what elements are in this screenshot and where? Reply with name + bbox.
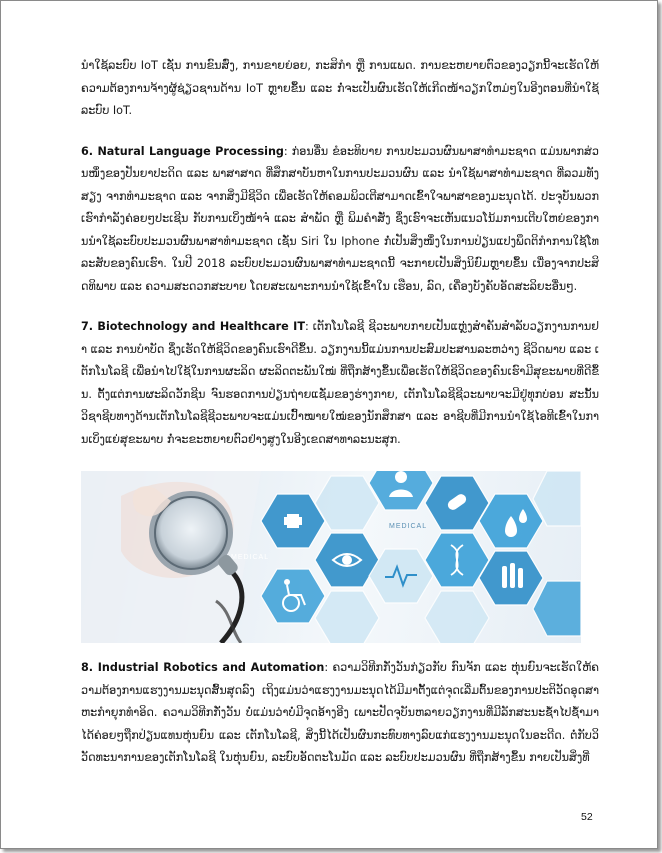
paragraph-biotech	[81, 316, 599, 451]
paragraph-gap	[81, 298, 599, 316]
paragraph-iot-continuation: ນຳໃຊ້ລະບົບ IoT ເຊັ່ນ ການຂົນສົ່ງ, ການຂາຍຍ່ອຍ, ກະສິກຳ ຫຼື ການແພດ. ການຂະຫຍາຍຕົວຂອງວຽກນີ້ຈະເຮັດໃຫ້ຄວາມຕ້ອງການຈ້າງຜູ້ຊ່ຽວຊານດ້ານ IoT ຫຼາຍຂຶ້ນ ແລະ ກໍ່ຈະເປັນຜົນເຮັດໃຫ້ເກີດໜ້າວຽກໃຫມ່ໆໃນອີງຕອນທີ່ນຳໃຊ້ລະບົບ IoT.	[81, 59, 599, 117]
hex-4	[425, 591, 489, 643]
medical-label-top: MEDICAL	[389, 523, 428, 530]
section-body-biotech: : ເຕັກໂນໂລຊີ ຊີວະພາບກາຍເປັນແຫຼ່ງສຳຄັນສຳລັບວຽກງານການຢາ ແລະ ການບຳບັດ ຊຶ່ງເຮັດໃຫ້ຊີວິດຂອງຄົນເຮົາດີຂຶ້ນ. ວຽກງານນີ້ແມ່ນການປະສົມປະສານລະຫວ່າງ ຊີວິດພາບ ແລະ ເຕັກໂນໂລຊີ ເພື່ອນຳໄປໃຊ້ໃນການຜະລິດ ຜະລິດຕະພັນໃໝ່ ທີ່ຖືກສ້າງຂຶ້ນເພື່ອເຮັດໃຫ້ຊີວິດຂອງຄົນເຮົາມີສຸຂະພາບທີ່ດີຂຶ້ນ. ຕັ້ງແຕ່ການຜະລິດວັກຊີນ ຈົນຮອດການປ່ຽນຖ່າຍແຊັ່ມຂອງຮ່າງກາຍ, ເຕັກໂນໂລຊີຊີວະພາບຈະມີຢູ່ທຸກບ່ອນ ສະນັ້ນ ວິຊາຊີບທາງດ້ານເຕັກໂນໂລຊີຊີວະພາບຈະແມ່ນເປົ້າໝາຍໃໝ່ຂອງນັກສຶກສາ ແລະ ອາຊີບທີ່ມີການນຳໃຊ້ໄອທີເຂົ້າໃນການເບິ່ງແຍ່ສຸຂະພາບ ກໍ່ຈະຂະຫຍາຍຕົວຢ່າງສູງໃນອີງເຂດສາທາລະນະສຸກ.	[81, 320, 599, 446]
healthcare-illustration	[81, 471, 581, 643]
paragraph-gap	[81, 123, 599, 141]
hex-3	[315, 591, 379, 643]
hexagon-grid	[261, 471, 581, 643]
hex-5	[533, 581, 581, 636]
section-title-robotics: 8. Industrial Robotics and Automation	[81, 661, 325, 674]
section-body-nlp: : ກ່ອນອື່ນ ຂໍອະທິບາຍ ການປະມວນຜົນພາສາທຳມະຊາດ ແມ່ນພາກສ່ວນໜຶ່ງຂອງປັນຍາປະດິດ ແລະ ພາສາສາດ ທີ່ສຶກສາບັນຫາໃນການປະມວນຜົນ ແລະ ນຳໃຊ້ພາສາທຳມະຊາດ ທີ່ລວມທັງສຽງ ຈາກທຳມະຊາດ ແລະ ຈາກສິ່ງມີຊີວິດ ເພື່ອເຮັດໃຫ້ຄອມພິວເຕີສາມາດເຂົ້າໃຈພາສາຂອງມະນຸດໄດ້. ປະຈຸບັນພວກເຮົາກຳລັງຄ່ອຍໆປະເຊີນ ກັບການເບິ່ງໜ້າຈໍ ແລະ ສຳພັດ ຫຼື ພິມຄຳສັ່ງ ຊຶ່ງເຮົາຈະເຫັນແນວໂນ້ມການເຕີບໃຫຍ່ຂອງການນຳໃຊ້ລະບົບປະມວນຜົນພາສາທຳມະຊາດ ເຊັ່ນ Siri ໃນ Iphone ກໍ່ເປັນສິ່ງໜຶ່ງໃນການປ່ຽນແປງພຶດຕິກຳການໃຊ້ໂທລະສັບຂອງຄົນເຮົາ. ໃນປີ 2018 ລະບົບປະມວນຜົນພາສາທຳມະຊາດນີ້ ຈະກາຍເປັນສິ່ງນິຍົມຫຼາຍຂຶ້ນ ເນື່ອງຈາກປະສິດທິພາບ ແລະ ຄວາມສະດວກສະບາຍ ໂດຍສະເພາະການນຳໃຊ້ເຂົ້າໃນ ເຮືອນ, ລົດ, ເຄື່ອງບັງຄັບອັດສະລິຍະອື່ນໆ.	[81, 144, 599, 293]
section-title-biotech: 7. Biotechnology and Healthcare IT	[81, 320, 305, 333]
paragraph-robotics	[81, 657, 599, 770]
section-body-robotics: : ຄວາມວິທີກກັ່ງວັນກ່ຽວກັບ ກົນຈັກ ແລະ ຫຸ່ນຍົນຈະເຮັດໃຫ້ຄວາມຕ້ອງການແຮງງານມະນຸດສົ້ນສຸດລົງ ເຖິງແມ່ນວ່າແຮງງານມະນຸດໄດ້ມີມາຕັ້ງແຕ່ຈຸດເລີ່ມຕົ້ນຂອງການປະຕິວັດອຸດສາຫະກຳຍຸກທຳອິດ. ຄວາມວິທີກກັ່ງວັນ ບໍ່ແມ່ນວ່າບໍ່ມີຈຸດອ້າງອີງ ເພາະປັດຈຸບັນຫລາຍວຽກງານທີ່ມີລັກສະນະຊ້ຳໄປຊ້ຳມາ ໄດ້ຄ່ອຍໆຖືກປ່ຽນແທນຫຸ່ນຍົນ ແລະ ເຕັກໂນໂລຊີ, ສິ່ງນີ້ໄດ້ເປັນຜົນກະທົບທາງລົບແກ່ແຮງງານມະນຸດໃນອະດີດ. ຕໍ່ກັບວິວັດທະນາການຂອງເຕັກໂນໂລຊີ ໃນຫຸ່ນຍົນ, ລະບົບອັດຕະໂນມັດ ແລະ ລະບົບປະມວນຜົນ ທີ່ຖືກສ້າງຂຶ້ນ ກາຍເປັນສິ່ງທີ່	[81, 661, 599, 764]
medical-label-left: MEDICAL	[231, 554, 270, 561]
page-number: 52	[581, 811, 593, 823]
section-title-nlp: 6. Natural Language Processing	[81, 144, 284, 158]
paragraph-nlp	[81, 141, 599, 299]
page-content	[81, 55, 599, 770]
healthcare-image	[81, 471, 581, 643]
